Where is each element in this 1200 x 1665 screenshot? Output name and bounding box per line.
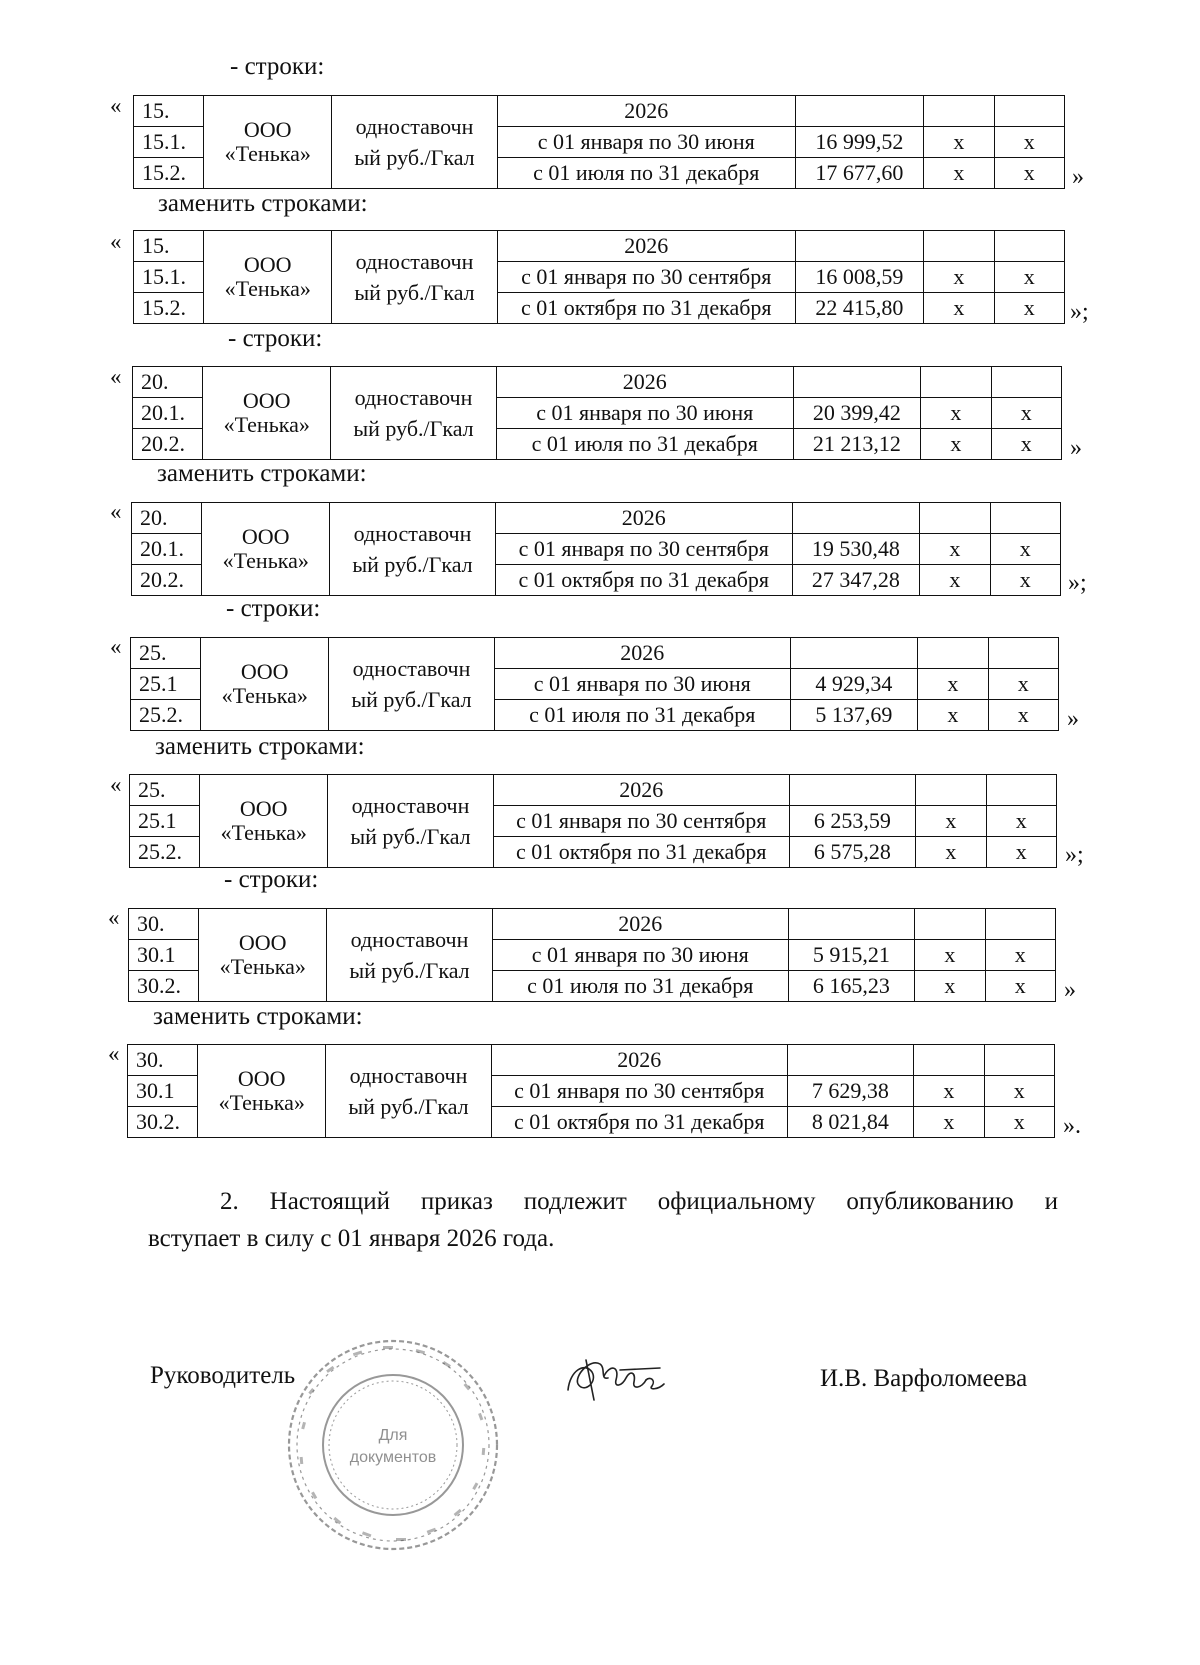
- opening-quote: «: [110, 499, 122, 524]
- rows-heading: - строки:: [230, 53, 325, 80]
- x-mark-cell: х: [924, 127, 994, 158]
- period-cell: с 01 января по 30 июня: [496, 398, 793, 429]
- empty-cell: [918, 638, 988, 669]
- row-number: 20.: [133, 367, 203, 398]
- tariff-table-original: [130, 637, 1059, 731]
- period-cell: с 01 октября по 31 декабря: [493, 837, 789, 868]
- period-cell: с 01 января по 30 июня: [494, 669, 790, 700]
- opening-quote: «: [108, 1041, 120, 1066]
- organization-cell: ООО «Тенька»: [202, 503, 330, 596]
- x-mark-cell: х: [988, 700, 1058, 731]
- organization-cell: ООО «Тенька»: [199, 909, 327, 1002]
- sub-row-number: 15.1.: [134, 262, 204, 293]
- year-cell: 2026: [492, 909, 788, 940]
- period-cell: с 01 июля по 31 декабря: [497, 158, 795, 189]
- sub-row-number: 30.1: [129, 940, 199, 971]
- row-number: 30.: [128, 1045, 198, 1076]
- replace-heading: заменить строками:: [157, 460, 367, 487]
- x-mark-cell: х: [921, 429, 991, 460]
- sub-row-number: 25.1: [131, 669, 201, 700]
- empty-cell: [924, 96, 994, 127]
- tariff-unit-cell: одноставочн ый руб./Гкал: [331, 367, 497, 460]
- opening-quote: «: [110, 93, 122, 118]
- opening-quote: «: [110, 772, 122, 797]
- empty-cell: [921, 367, 991, 398]
- year-cell: 2026: [494, 638, 790, 669]
- x-mark-cell: х: [985, 940, 1055, 971]
- x-mark-cell: х: [994, 262, 1064, 293]
- row-number: 20.: [132, 503, 202, 534]
- tariff-table-original: [128, 908, 1056, 1002]
- closing-quote: »: [1070, 435, 1082, 461]
- x-mark-cell: х: [916, 837, 986, 868]
- organization-cell: ООО «Тенька»: [204, 96, 332, 189]
- x-mark-cell: х: [918, 669, 988, 700]
- x-mark-cell: х: [918, 700, 988, 731]
- period-cell: с 01 января по 30 сентября: [491, 1076, 787, 1107]
- rows-heading: - строки:: [228, 325, 323, 352]
- period-cell: с 01 января по 30 сентября: [497, 262, 795, 293]
- signer-title: Руководитель: [150, 1362, 296, 1389]
- empty-cell: [991, 367, 1061, 398]
- period-cell: с 01 января по 30 июня: [492, 940, 788, 971]
- year-cell: 2026: [496, 367, 793, 398]
- empty-cell: [787, 1045, 914, 1076]
- year-cell: 2026: [497, 231, 795, 262]
- empty-cell: [915, 909, 985, 940]
- tariff-value-cell: 5 137,69: [790, 700, 918, 731]
- closing-quote: »: [1067, 706, 1079, 732]
- tariff-value-cell: 6 575,28: [789, 837, 916, 868]
- period-cell: с 01 января по 30 сентября: [495, 534, 792, 565]
- year-cell: 2026: [495, 503, 792, 534]
- x-mark-cell: х: [986, 806, 1056, 837]
- seal-text: Для: [378, 1427, 408, 1444]
- empty-cell: [916, 775, 986, 806]
- x-mark-cell: х: [991, 398, 1061, 429]
- replace-heading: заменить строками:: [155, 733, 365, 760]
- period-cell: с 01 июля по 31 декабря: [492, 971, 788, 1002]
- tariff-value-cell: 21 213,12: [793, 429, 921, 460]
- tariff-table-replacement: [133, 230, 1065, 324]
- empty-cell: [984, 1045, 1054, 1076]
- x-mark-cell: х: [920, 565, 990, 596]
- x-mark-cell: х: [994, 293, 1064, 324]
- tariff-value-cell: 19 530,48: [792, 534, 920, 565]
- empty-cell: [790, 638, 918, 669]
- closing-quote: »: [1064, 977, 1076, 1003]
- x-mark-cell: х: [915, 971, 985, 1002]
- empty-cell: [986, 775, 1056, 806]
- x-mark-cell: х: [985, 971, 1055, 1002]
- sub-row-number: 15.2.: [134, 293, 204, 324]
- rows-heading: - строки:: [224, 866, 319, 893]
- x-mark-cell: х: [991, 429, 1061, 460]
- empty-cell: [795, 96, 924, 127]
- empty-cell: [788, 909, 915, 940]
- row-number: 15.: [134, 96, 204, 127]
- opening-quote: «: [108, 905, 120, 930]
- empty-cell: [793, 367, 921, 398]
- tariff-value-cell: 16 008,59: [795, 262, 924, 293]
- tariff-unit-cell: одноставочн ый руб./Гкал: [326, 1045, 492, 1138]
- opening-quote: «: [110, 364, 122, 389]
- x-mark-cell: х: [994, 127, 1064, 158]
- organization-cell: ООО «Тенька»: [198, 1045, 326, 1138]
- empty-cell: [985, 909, 1055, 940]
- paragraph-line: 2. Настоящий приказ подлежит официальному опубликованию и: [220, 1188, 1058, 1215]
- x-mark-cell: х: [914, 1107, 984, 1138]
- sub-row-number: 20.1.: [133, 398, 203, 429]
- x-mark-cell: х: [916, 806, 986, 837]
- x-mark-cell: х: [920, 534, 990, 565]
- organization-cell: ООО «Тенька»: [200, 775, 328, 868]
- empty-cell: [795, 231, 924, 262]
- empty-cell: [920, 503, 990, 534]
- tariff-unit-cell: одноставочн ый руб./Гкал: [327, 909, 493, 1002]
- tariff-value-cell: 16 999,52: [795, 127, 924, 158]
- organization-cell: ООО «Тенька»: [201, 638, 329, 731]
- closing-quote: ».: [1063, 1113, 1081, 1139]
- empty-cell: [994, 96, 1064, 127]
- sub-row-number: 15.2.: [134, 158, 204, 189]
- period-cell: с 01 октября по 31 декабря: [495, 565, 792, 596]
- empty-cell: [924, 231, 994, 262]
- tariff-table-replacement: [129, 774, 1057, 868]
- paragraph-line: вступает в силу с 01 января 2026 года.: [148, 1225, 555, 1252]
- replace-heading: заменить строками:: [158, 190, 368, 217]
- tariff-unit-cell: одноставочн ый руб./Гкал: [328, 775, 494, 868]
- sub-row-number: 25.1: [130, 806, 200, 837]
- sub-row-number: 20.1.: [132, 534, 202, 565]
- x-mark-cell: х: [984, 1107, 1054, 1138]
- sub-row-number: 20.2.: [132, 565, 202, 596]
- x-mark-cell: х: [988, 669, 1058, 700]
- replace-heading: заменить строками:: [153, 1003, 363, 1030]
- tariff-value-cell: 22 415,80: [795, 293, 924, 324]
- x-mark-cell: х: [914, 1076, 984, 1107]
- tariff-unit-cell: одноставочн ый руб./Гкал: [329, 638, 495, 731]
- x-mark-cell: х: [990, 565, 1060, 596]
- tariff-value-cell: 7 629,38: [787, 1076, 914, 1107]
- tariff-value-cell: 17 677,60: [795, 158, 924, 189]
- x-mark-cell: х: [990, 534, 1060, 565]
- x-mark-cell: х: [924, 158, 994, 189]
- tariff-value-cell: 27 347,28: [792, 565, 920, 596]
- empty-cell: [789, 775, 916, 806]
- tariff-table-original: [132, 366, 1062, 460]
- closing-quote: »;: [1070, 299, 1089, 325]
- empty-cell: [988, 638, 1058, 669]
- tariff-unit-cell: одноставочн ый руб./Гкал: [332, 96, 498, 189]
- period-cell: с 01 октября по 31 декабря: [497, 293, 795, 324]
- x-mark-cell: х: [994, 158, 1064, 189]
- official-seal-stamp: [278, 1330, 508, 1560]
- empty-cell: [994, 231, 1064, 262]
- tariff-table-replacement: [127, 1044, 1055, 1138]
- row-number: 25.: [130, 775, 200, 806]
- year-cell: 2026: [493, 775, 789, 806]
- tariff-unit-cell: одноставочн ый руб./Гкал: [332, 231, 498, 324]
- x-mark-cell: х: [984, 1076, 1054, 1107]
- seal-text: документов: [349, 1449, 437, 1466]
- sub-row-number: 20.2.: [133, 429, 203, 460]
- organization-cell: ООО «Тенька»: [204, 231, 332, 324]
- sub-row-number: 25.2.: [130, 837, 200, 868]
- row-number: 15.: [134, 231, 204, 262]
- row-number: 25.: [131, 638, 201, 669]
- x-mark-cell: х: [915, 940, 985, 971]
- tariff-unit-cell: одноставочн ый руб./Гкал: [330, 503, 496, 596]
- handwritten-signature: [560, 1350, 670, 1410]
- x-mark-cell: х: [986, 837, 1056, 868]
- sub-row-number: 15.1.: [134, 127, 204, 158]
- year-cell: 2026: [491, 1045, 787, 1076]
- year-cell: 2026: [497, 96, 795, 127]
- tariff-table-replacement: [131, 502, 1061, 596]
- tariff-value-cell: 6 253,59: [789, 806, 916, 837]
- tariff-table-original: [133, 95, 1065, 189]
- sub-row-number: 30.2.: [129, 971, 199, 1002]
- effective-date-paragraph: [148, 1183, 1058, 1257]
- opening-quote: «: [110, 229, 122, 254]
- empty-cell: [990, 503, 1060, 534]
- period-cell: с 01 июля по 31 декабря: [496, 429, 793, 460]
- empty-cell: [914, 1045, 984, 1076]
- tariff-value-cell: 4 929,34: [790, 669, 918, 700]
- period-cell: с 01 июля по 31 декабря: [494, 700, 790, 731]
- tariff-value-cell: 6 165,23: [788, 971, 915, 1002]
- sub-row-number: 30.2.: [128, 1107, 198, 1138]
- period-cell: с 01 января по 30 сентября: [493, 806, 789, 837]
- x-mark-cell: х: [924, 293, 994, 324]
- organization-cell: ООО «Тенька»: [203, 367, 331, 460]
- x-mark-cell: х: [921, 398, 991, 429]
- rows-heading: - строки:: [226, 595, 321, 622]
- opening-quote: «: [110, 634, 122, 659]
- period-cell: с 01 января по 30 июня: [497, 127, 795, 158]
- tariff-value-cell: 8 021,84: [787, 1107, 914, 1138]
- tariff-value-cell: 5 915,21: [788, 940, 915, 971]
- row-number: 30.: [129, 909, 199, 940]
- empty-cell: [792, 503, 920, 534]
- sub-row-number: 25.2.: [131, 700, 201, 731]
- sub-row-number: 30.1: [128, 1076, 198, 1107]
- closing-quote: »;: [1068, 570, 1087, 596]
- signer-name: И.В. Варфоломеева: [820, 1365, 1028, 1392]
- tariff-value-cell: 20 399,42: [793, 398, 921, 429]
- period-cell: с 01 октября по 31 декабря: [491, 1107, 787, 1138]
- x-mark-cell: х: [924, 262, 994, 293]
- closing-quote: »: [1072, 164, 1084, 190]
- closing-quote: »;: [1065, 842, 1084, 868]
